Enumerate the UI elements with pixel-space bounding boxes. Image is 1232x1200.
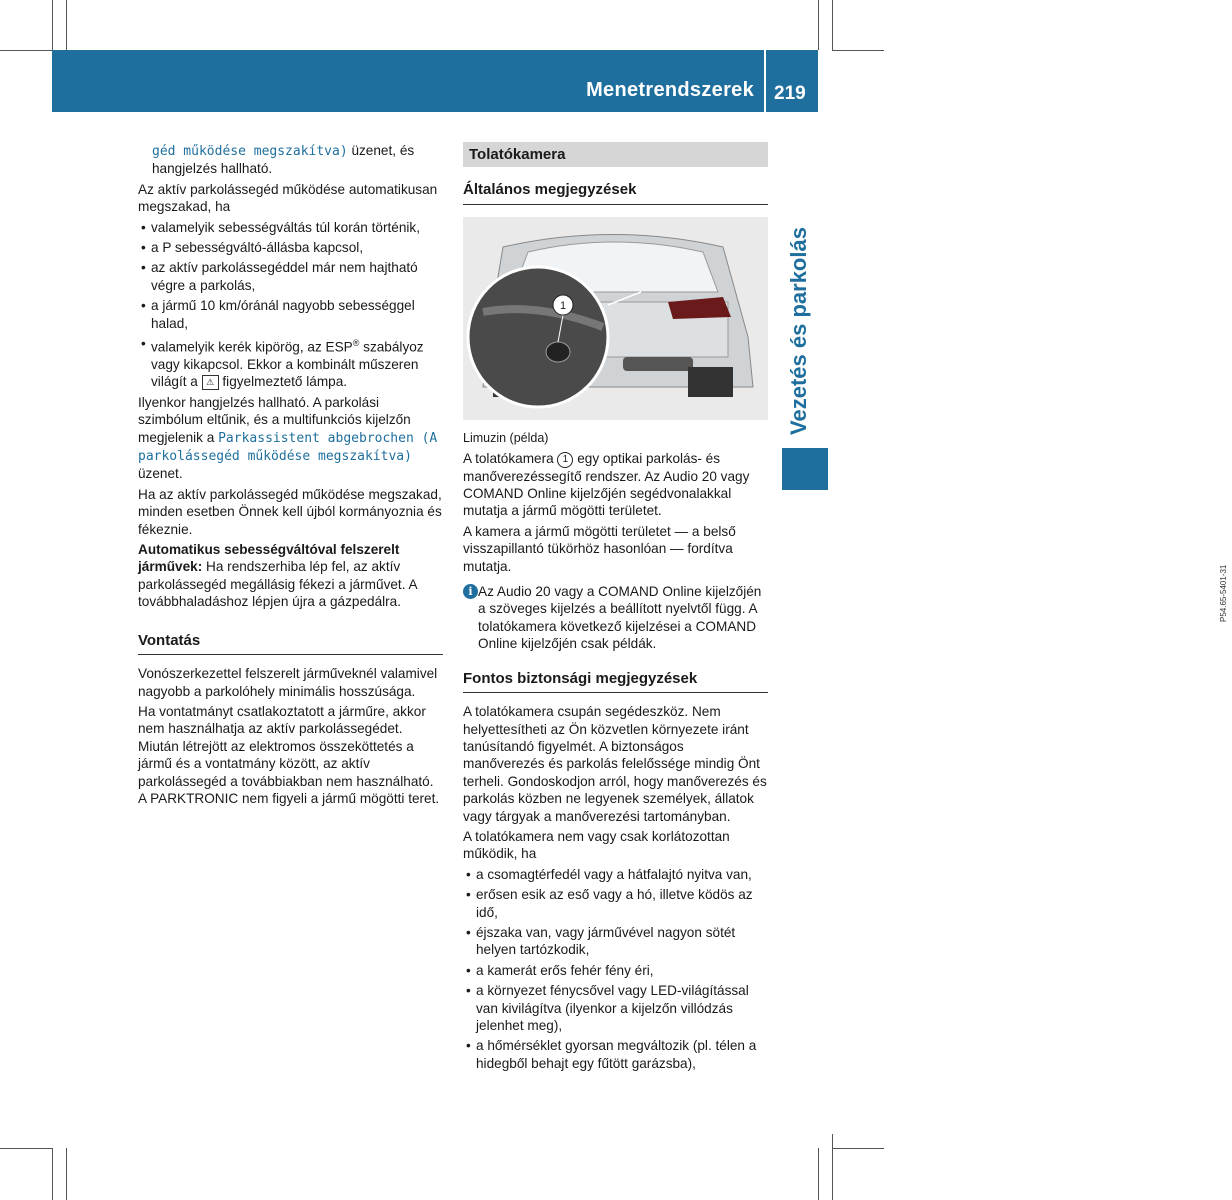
text: Ilyenkor hangjelzés hallható. A parkolási szimbólum eltűnik, és a multifunkciós kijelzőn megjelenik a (138, 394, 411, 445)
list-item: • a csomagtérfedél vagy a hátfalajtó nyitva van, (463, 866, 768, 883)
list-item: • erősen esik az eső vagy a hó, illetve ködös az idő, (463, 886, 768, 921)
section-header: Tolatókamera (463, 142, 768, 167)
display-message: géd működése megszakítva) (152, 144, 348, 159)
page-header-title: Menetrendszerek (586, 79, 754, 101)
crop-mark (832, 1148, 884, 1149)
list-item: • a környezet fénycsővel vagy LED-világítással van kivilágítva (ilyenkor a kijelzőn villódzás jelenhet meg), (463, 982, 768, 1034)
bold-lead: Automatikus sebességváltóval felszerelt járművek: (138, 542, 400, 575)
text: Ha rendszerhiba lép fel, az aktív parkolássegéd megállásig fékezi a járművet. A továbbhaladáshoz lépjen újra a gázpedálra. (138, 559, 417, 610)
callout-1-icon: 1 (557, 452, 573, 468)
subsection-heading: Általános megjegyzések (463, 181, 768, 204)
left-column (138, 142, 443, 810)
section-heading: Vontatás (138, 632, 443, 655)
paragraph (463, 450, 768, 520)
paragraph: Az Audio 20 vagy a COMAND Online kijelzőjén a szöveges kijelzés a beállított nyelvtől függ. A tolatókamera következő kijelzései a COMAND Online kijelzőjén csak példák. (478, 584, 762, 652)
paragraph (138, 541, 443, 611)
text: üzenet. (138, 466, 183, 482)
paragraph: A kamera a jármű mögötti területet — a belső visszapillantó tükörhöz hasonlóan — fordítva mutatja. (463, 523, 736, 574)
text: szabályoz vagy kikapcsol. Ekkor a kombinált műszeren világít a (151, 339, 424, 390)
esp-warning-icon: ⚠ (202, 375, 219, 390)
registered-mark: ® (352, 338, 360, 349)
crop-mark (66, 0, 67, 50)
bullet-list (138, 219, 443, 391)
crop-mark (52, 1148, 53, 1200)
text: A tolatókamera (463, 451, 558, 467)
list-item: • valamelyik sebességváltás túl korán történik, (138, 219, 443, 236)
crop-mark (0, 50, 52, 51)
list-item: • az aktív parkolássegéddel már nem hajtható végre a parkolás, (138, 259, 443, 294)
list-item (138, 335, 443, 391)
text: üzenet, és hangjelzés hallható. (152, 143, 415, 177)
crop-mark (818, 0, 819, 50)
callout-1: 1 (559, 299, 567, 312)
paragraph: Vonószerkezettel felszerelt járműveknél valamivel nagyobb a parkolóhely minimális hosszúsága. (138, 666, 438, 699)
display-message: Parkassistent abgebrochen (A parkolássegéd működése megszakítva) (138, 430, 438, 465)
text: figyelmeztető lámpa. (218, 374, 348, 390)
header-separator (764, 50, 766, 112)
crop-mark (0, 1148, 52, 1149)
info-icon: i (463, 584, 478, 599)
page-number: 219 (774, 83, 806, 104)
chapter-color-block (782, 448, 828, 490)
text: valamelyik kerék kipörög, az ESP (151, 339, 353, 355)
paragraph: A tolatókamera nem vagy csak korlátozottan működik, ha (463, 828, 730, 862)
paragraph: Ha az aktív parkolássegéd működése megszakad, minden esetben Önnek kell újból kormányoznia és fékeznie. (138, 486, 442, 537)
paragraph (138, 142, 443, 178)
text: egy optikai parkolás- és manőverezéssegítő rendszer. Az Audio 20 vagy COMAND Online kijelzőjén segédvonalakkal mutatja a jármű mögötti területet. (463, 451, 750, 519)
list-item: • a hőmérséklet gyorsan megváltozik (pl. télen a hidegből behajt egy fűtött garázsba), (463, 1037, 768, 1072)
paragraph: Az aktív parkolássegéd működése automatikusan megszakad, ha (138, 181, 438, 215)
list-item: • a kamerát erős fehér fény éri, (463, 962, 768, 979)
chapter-side-tab (776, 226, 822, 436)
crop-mark (832, 0, 833, 50)
list-item: • a P sebességváltó-állásba kapcsol, (138, 239, 443, 256)
subsection-heading: Fontos biztonsági megjegyzések (463, 670, 768, 693)
info-note (463, 583, 768, 653)
list-item: • éjszaka van, vagy járművével nagyon sötét helyen tartózkodik, (463, 924, 768, 959)
crop-mark (52, 0, 53, 50)
crop-mark (818, 1148, 819, 1200)
paragraph: A tolatókamera csupán segédeszköz. Nem helyettesítheti az Ön közvetlen környezete iránt tanúsítandó figyelmét. A biztonságos manőverezés és parkolás felelőssége mindig Önt terheli. Gondoskodjon arról, hogy manőverezés és parkolás közben ne legyenek személyek, állatok vagy tárgyak a manőverezési tartományban. (463, 704, 767, 824)
image-caption: Limuzin (példa) (463, 430, 549, 445)
crop-mark (832, 1134, 833, 1200)
car-rear-image (463, 217, 768, 420)
chapter-label: Vezetés és parkolás (786, 227, 811, 435)
crop-mark (66, 1148, 67, 1200)
crop-mark (832, 50, 884, 51)
image-code: P54.65-5401-31 (1219, 564, 1228, 622)
list-item: • a jármű 10 km/óránál nagyobb sebességgel halad, (138, 297, 443, 332)
bullet-list (463, 866, 768, 1072)
paragraph: Ha vontatmányt csatlakoztatott a járműre, akkor nem használhatja az aktív parkolássegédet. Miután létrejött az elektromos összeköttetés a jármű és a vontatmány között, az aktív parkolássegéd a továbbiakban nem használható. A PARKTRONIC nem figyeli a jármű mögötti teret. (138, 703, 440, 806)
paragraph (138, 394, 443, 483)
